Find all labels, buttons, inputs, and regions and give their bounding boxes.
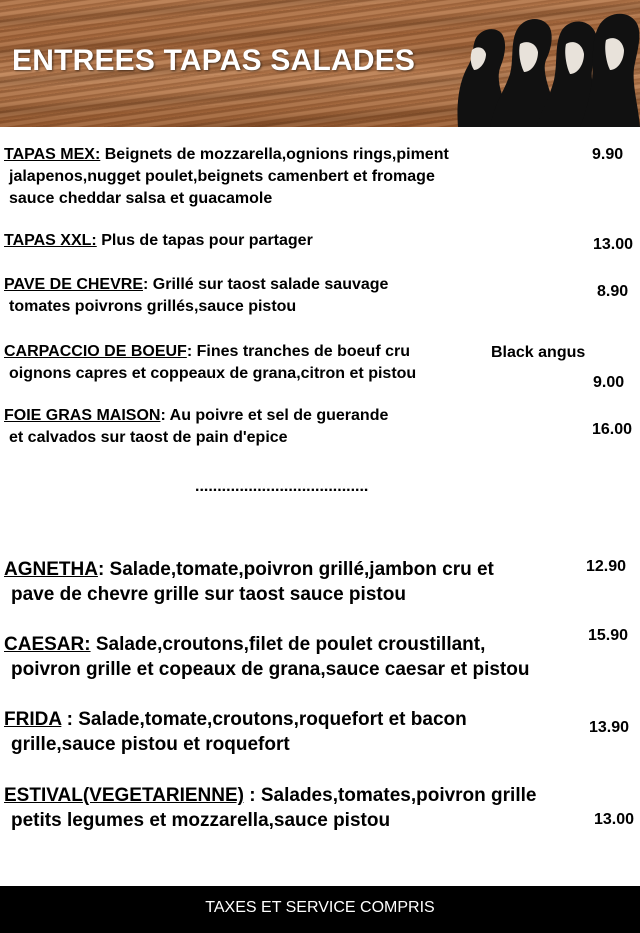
section-separator: .......................................	[195, 478, 369, 495]
item-name: TAPAS MEX:	[4, 146, 101, 163]
item-description: grille,sauce pistou et roquefort	[11, 734, 290, 755]
item-description: : Au poivre et sel de guerande	[160, 407, 389, 424]
menu-item-agnetha	[4, 557, 494, 607]
item-description: Salade,croutons,filet de poulet croustillant,	[90, 634, 486, 655]
page-title: ENTREES TAPAS SALADES	[12, 44, 416, 77]
menu-item-foie-gras-maison	[4, 405, 388, 449]
item-description: : Grillé sur taost salade sauvage	[143, 276, 389, 293]
item-description: petits legumes et mozzarella,sauce pistou	[11, 810, 391, 831]
item-name: FRIDA	[4, 709, 62, 730]
item-description: jalapenos,nugget poulet,beignets camenbert et fromage	[9, 168, 435, 185]
menu-item-estival	[4, 783, 536, 833]
item-price: 9.90	[592, 146, 624, 163]
menu-item-pave-de-chevre	[4, 274, 388, 318]
item-description: Beignets de mozzarella,ognions rings,piment	[100, 146, 449, 163]
item-description: Plus de tapas pour partager	[96, 232, 313, 249]
item-description: et calvados sur taost de pain d'epice	[9, 429, 288, 446]
item-description: tomates poivrons grillés,sauce pistou	[9, 298, 297, 315]
band-portraits-icon	[450, 0, 640, 127]
item-price: 13.90	[589, 719, 630, 736]
menu-item-tapas-mex	[4, 144, 449, 210]
header-banner	[0, 0, 640, 127]
footer-bar	[0, 886, 640, 933]
item-price: 13.00	[594, 811, 635, 828]
item-price: 12.90	[586, 558, 627, 575]
item-description: poivron grille et copeaux de grana,sauce caesar et pistou	[11, 659, 530, 680]
item-description: : Salade,tomate,croutons,roquefort et bacon	[61, 709, 467, 730]
item-description: oignons capres et coppeaux de grana,citron et pistou	[9, 365, 417, 382]
item-name: CARPACCIO DE BOEUF	[4, 343, 187, 360]
item-name: PAVE DE CHEVRE	[4, 276, 143, 293]
item-description: : Salades,tomates,poivron grille	[243, 785, 537, 806]
item-price: 8.90	[597, 283, 629, 300]
item-name: ESTIVAL(VEGETARIENNE)	[4, 785, 244, 806]
item-extra-label: Black angus	[491, 344, 586, 361]
item-price: 15.90	[588, 627, 629, 644]
item-price: 9.00	[593, 374, 625, 391]
item-name: AGNETHA	[4, 559, 98, 580]
item-description: sauce cheddar salsa et guacamole	[9, 190, 273, 207]
item-name: CAESAR:	[4, 634, 91, 655]
item-description: : Salade,tomate,poivron grillé,jambon cru et	[97, 559, 494, 580]
item-price: 16.00	[592, 421, 633, 438]
menu-item-frida	[4, 707, 467, 757]
item-description: : Fines tranches de boeuf cru	[186, 343, 410, 360]
item-price: 13.00	[593, 236, 634, 253]
item-name: TAPAS XXL:	[4, 232, 97, 249]
footer-note: TAXES ET SERVICE COMPRIS	[205, 899, 435, 916]
item-name: FOIE GRAS MAISON	[4, 407, 161, 424]
menu-item-tapas-xxl	[4, 230, 313, 252]
menu-item-carpaccio-de-boeuf	[4, 341, 416, 385]
item-description: pave de chevre grille sur taost sauce pistou	[11, 584, 406, 605]
menu-item-caesar	[4, 632, 529, 682]
